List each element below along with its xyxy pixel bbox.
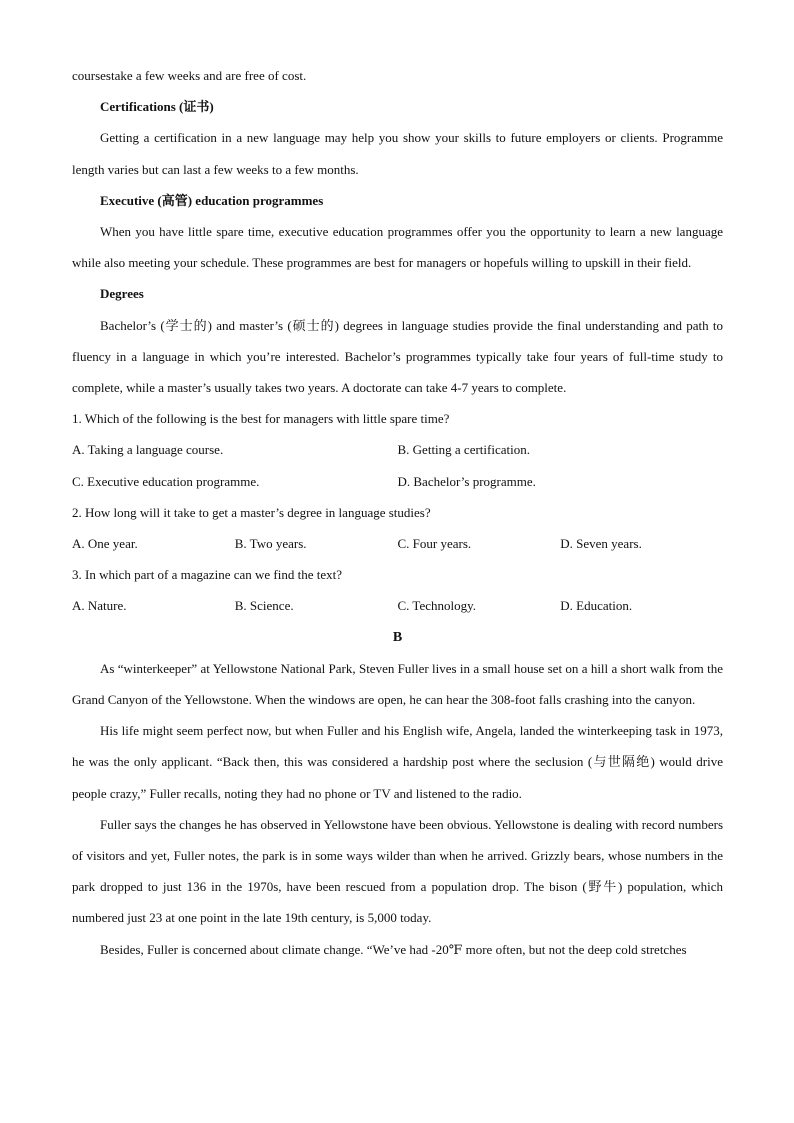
section-heading-certifications: Certifications (证书) [100,99,214,115]
question-3-stem: 3. In which part of a magazine can we find the text? [72,567,342,583]
question-1-option-c: C. Executive education programme. [72,473,260,489]
passage-a-intro-end: coursestake a few weeks and are free of cost. [72,68,307,83]
question-3-options [72,590,723,621]
question-3-option-d: D. Education. [560,598,633,614]
paragraph-degrees: Bachelor’s (学士的) and master’s (硕士的) degrees in language studies provide the final understanding and path to fluency in a language in which you’re interested. Bachelor’s programmes typically take four years of full-time study to complete, while a master’s usually takes two years. A doctorate can take 4-7 years to complete. [72,317,723,396]
question-2-option-d: D. Seven years. [560,536,642,552]
question-2-options [72,528,723,559]
passage-b-paragraph-2: His life might seem perfect now, but when Fuller and his English wife, Angela, landed the winterkeeping task in 1973, he was the only applicant. “Back then, this was considered a hardship post where the seclusion (与世隔绝) would drive people crazy,” Fuller recalls, noting they had no phone or TV and listened to the radio. [72,723,723,801]
passage-b-paragraph-3: Fuller says the changes he has observed in Yellowstone have been obvious. Yellowstone is dealing with record numbers of visitors and yet, Fuller notes, the park is in some ways wilder than when he arrived. Grizzly bears, whose numbers in the park dropped to just 136 in the 1970s, have been rescued from a population drop. The bison (野牛) population, which numbered just 23 at one point in the late 19th century, is 5,000 today. [72,816,723,926]
question-2-stem: 2. How long will it take to get a master’s degree in language studies? [72,504,431,520]
question-1-option-a: A. Taking a language course. [72,442,224,458]
question-1-stem: 1. Which of the following is the best for managers with little spare time? [72,411,450,427]
document-page [72,60,723,965]
passage-b-paragraph-4: Besides, Fuller is concerned about climate change. “We’ve had -20℉ more often, but not the deep cold stretches [100,941,687,957]
question-1-options-row-2 [72,466,723,497]
section-heading-executive: Executive (高管) education programmes [100,192,324,208]
question-1-option-d: D. Bachelor’s programme. [397,473,536,489]
question-3-option-c: C. Technology. [397,598,477,614]
question-2-option-c: C. Four years. [397,536,472,552]
question-2-option-b: B. Two years. [234,536,307,552]
section-heading-degrees: Degrees [100,286,144,302]
question-2-option-a: A. One year. [72,536,138,552]
passage-b-label: B [392,629,403,645]
question-1-options [72,434,723,465]
passage-b-paragraph-1: As “winterkeeper” at Yellowstone National Park, Steven Fuller lives in a small house set on a hill a short walk from the Grand Canyon of the Yellowstone. When the windows are open, he can hear the 308-foot falls crashing into the canyon. [72,660,723,708]
paragraph-executive: When you have little spare time, executive education programmes offer you the opportunity to learn a new language while also meeting your schedule. These programmes are best for managers or hopefuls willing to upskill in their field. [72,224,723,271]
question-1-option-b: B. Getting a certification. [397,442,530,458]
question-3-option-b: B. Science. [234,598,294,614]
question-3-option-a: A. Nature. [72,598,127,614]
paragraph-certifications: Getting a certification in a new language may help you show your skills to future employers or clients. Programme length varies but can last a few weeks to a few months. [72,130,723,177]
